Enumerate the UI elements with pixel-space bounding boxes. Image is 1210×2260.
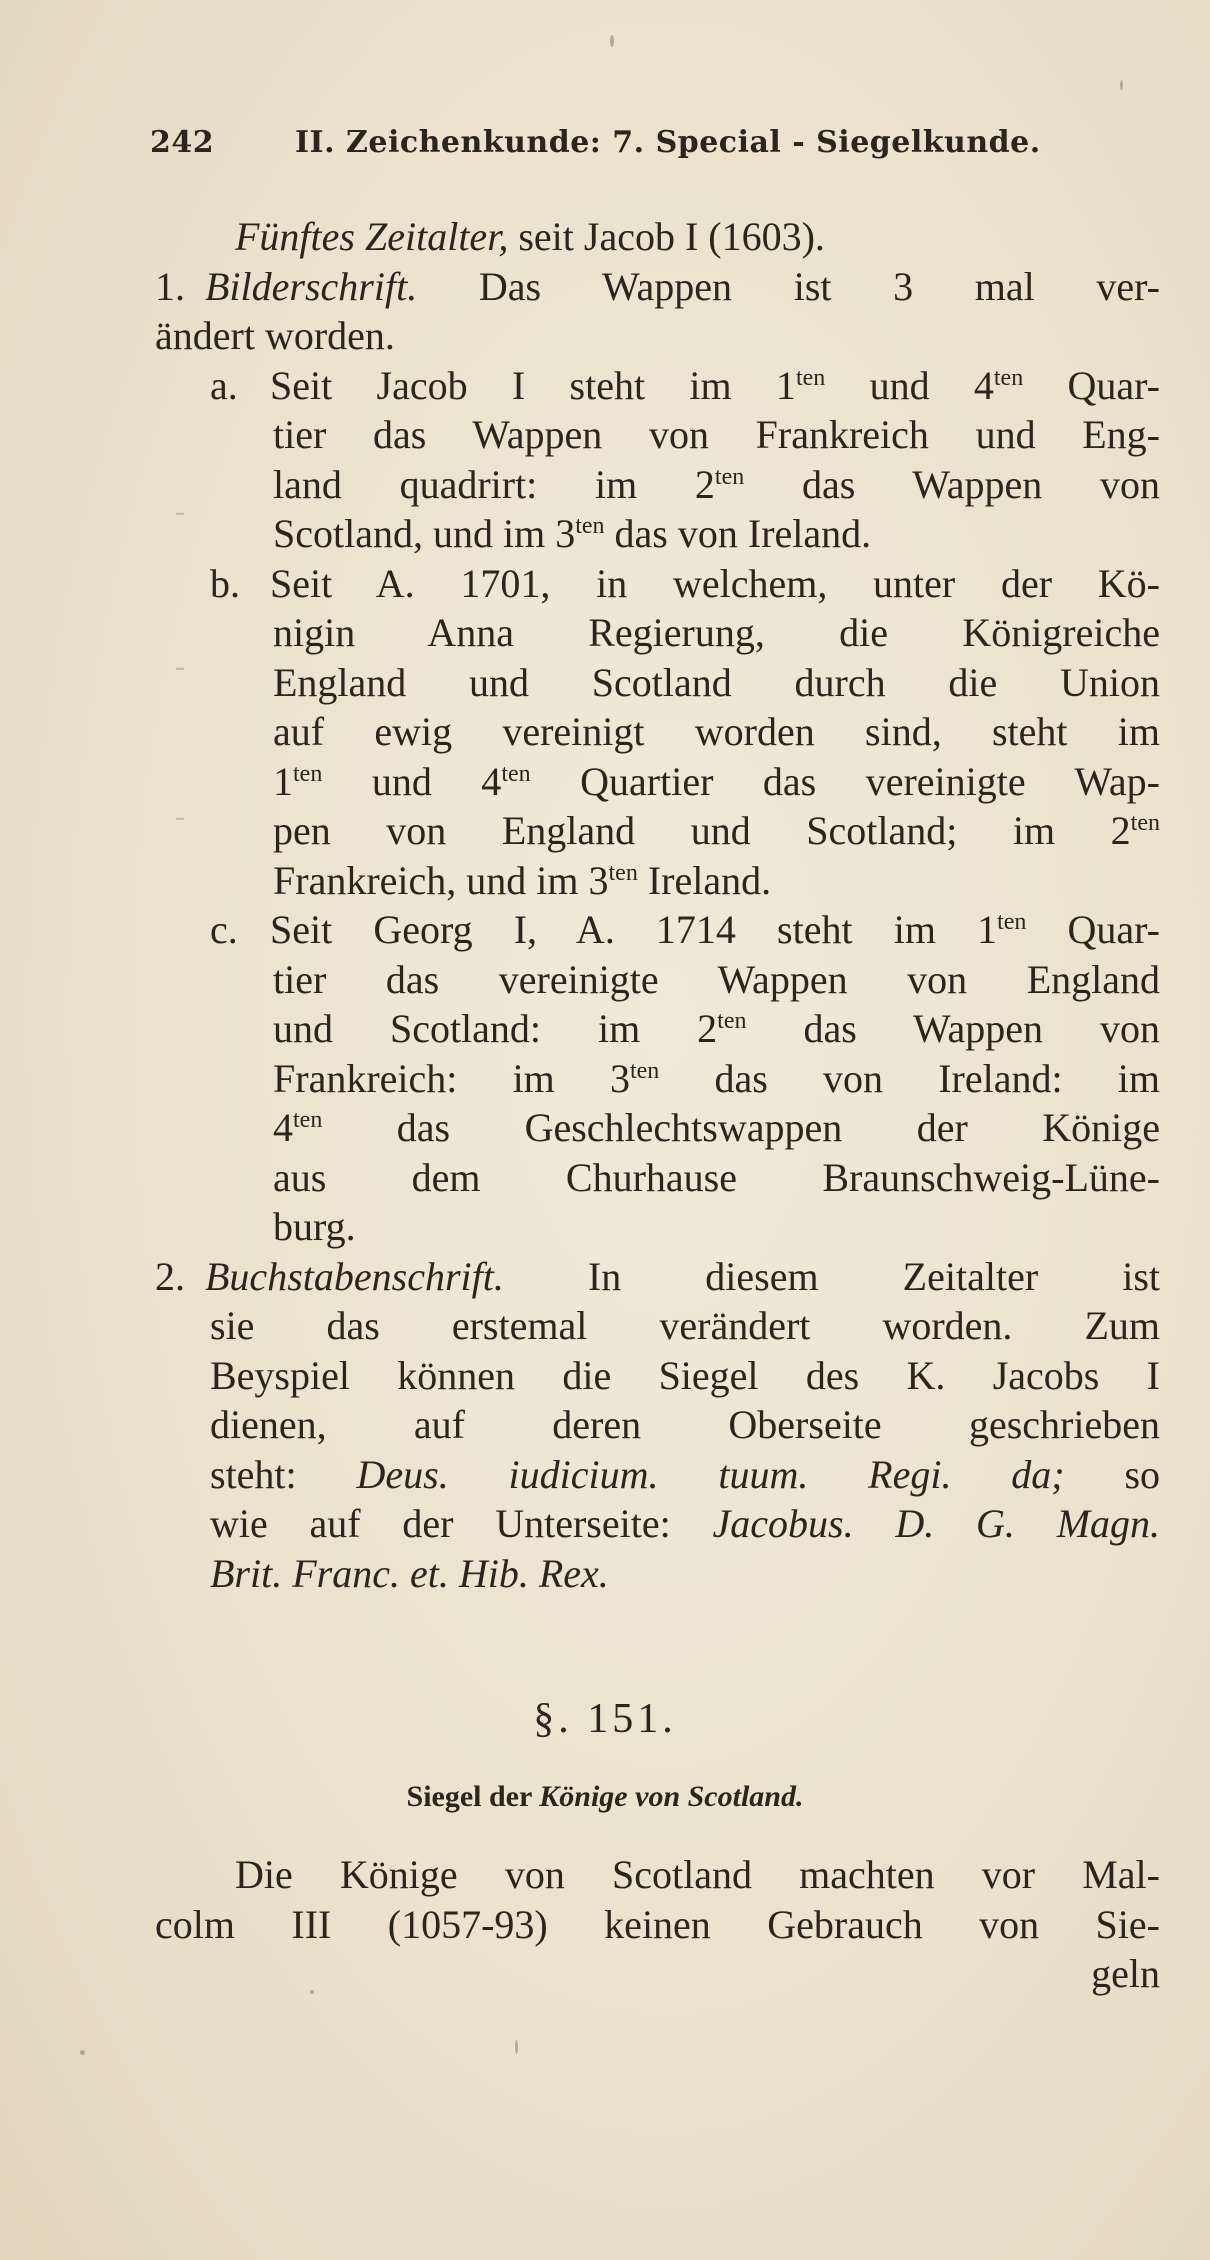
bleed-mark: - (175, 495, 185, 528)
sub-b-line5 (155, 757, 1160, 807)
sub-c-text: tier das vereinigte Wappen von England (273, 956, 1160, 1002)
sub-c-line7 (155, 1202, 1160, 1252)
sub-a-text: Quar- (1023, 362, 1161, 408)
superscript: ten (993, 364, 1024, 391)
seal-inscription-reverse: Jacobus. D. G. Magn. (712, 1501, 1161, 1546)
item2-text: In diesem Zeitalter ist (587, 1253, 1160, 1299)
item2-text: sie das erstemal verändert worden. Zum (210, 1303, 1160, 1348)
item2-text: steht: (210, 1451, 297, 1497)
sub-a-text: und 4 (825, 362, 994, 408)
sub-c-text: das von Ireland: im (659, 1055, 1160, 1101)
sub-c-line1 (155, 905, 1160, 955)
sub-c-text: aus dem Churhause Braunschweig-Lüne- (273, 1154, 1160, 1200)
sub-c-text: burg. (273, 1204, 356, 1249)
final-text: geln (1091, 1951, 1160, 1996)
sub-b-text: pen von England und Scotland; im 2 (273, 808, 1131, 853)
item2-line3 (155, 1351, 1160, 1401)
sub-b-text: England und Scotland durch die Union (273, 659, 1160, 705)
bleed-mark: - (175, 800, 185, 833)
superscript: ten (501, 760, 531, 787)
page-header (150, 125, 1050, 165)
sub-b-line6 (155, 806, 1160, 856)
sub-b-marker: b. (210, 560, 240, 606)
final-line2 (155, 1900, 1160, 1950)
sub-c-text: 4 (273, 1105, 293, 1150)
sub-b-text: Seit A. 1701, in welchem, unter der Kö- (270, 560, 1160, 606)
final-line1 (155, 1850, 1160, 1900)
item2-line4 (155, 1400, 1160, 1450)
sub-b-text: und 4 (322, 758, 502, 804)
item1-number: 1. (155, 263, 185, 309)
section-number: §. 151. (533, 1696, 677, 1742)
paper-speck (80, 2050, 85, 2055)
item2-line6 (155, 1499, 1160, 1549)
sub-b-text: Ireland. (637, 857, 772, 903)
sub-c-line3 (155, 1004, 1160, 1054)
era-date: seit Jacob I (1603). (518, 214, 825, 259)
sub-c-text: Seit Georg I, A. 1714 steht im 1 (270, 907, 998, 952)
final-paragraph (155, 1850, 1160, 1999)
sub-a-text: das Wappen von (744, 461, 1161, 507)
sub-c-marker: c. (210, 907, 238, 952)
sub-c-text: das Geschlechtswappen der Könige (322, 1105, 1160, 1150)
sub-c-text: Frankreich: im 3 (273, 1055, 630, 1101)
sub-a-text: Seit Jacob I steht im 1 (270, 362, 796, 408)
era-title: Fünftes Zeitalter, (235, 214, 509, 259)
superscript: ten (575, 513, 605, 539)
paper-speck (310, 1990, 314, 1994)
item2-text: Beyspiel können die Siegel des K. Jacobs I (210, 1352, 1160, 1398)
item1-text: Das Wappen ist 3 mal ver- (478, 263, 1161, 309)
superscript: ten (714, 463, 745, 490)
final-text: Die Könige von Scotland machten vor Mal- (235, 1852, 1160, 1897)
page-number: 242 (150, 125, 215, 160)
sub-b-line3 (155, 658, 1160, 708)
section-heading-b: Könige von Scotland. (539, 1780, 804, 1813)
sub-b-line2 (155, 608, 1160, 658)
superscript: ten (608, 859, 638, 886)
superscript: ten (629, 1057, 660, 1084)
main-text (155, 212, 1160, 1598)
sub-c-line5 (155, 1103, 1160, 1153)
sub-b-text: nigin Anna Regierung, die Königreiche (273, 610, 1160, 655)
sub-c-text: Quar- (1026, 907, 1160, 952)
section-heading (0, 1780, 1210, 1814)
item1-cont: ändert worden. (155, 313, 395, 358)
section-heading-a: Siegel der (406, 1780, 532, 1813)
sub-a-text: das von Ireland. (604, 511, 872, 556)
item1-line2 (155, 311, 1160, 361)
sub-a-line1 (155, 361, 1160, 411)
sub-b-text: auf ewig vereinigt worden sind, steht im (273, 709, 1160, 754)
item2-text: dienen, auf deren Oberseite geschrieben (210, 1402, 1160, 1447)
superscript: ten (293, 1107, 323, 1133)
sub-a-text: land quadrirt: im 2 (273, 461, 715, 507)
item2-line7 (155, 1549, 1160, 1599)
sub-b-text: 1 (273, 758, 293, 804)
superscript: ten (997, 909, 1027, 935)
item2-line1 (155, 1252, 1160, 1302)
sub-a-text: Scotland, und im 3 (273, 511, 576, 556)
final-text: colm III (1057-93) keinen Gebrauch von Sie- (155, 1901, 1160, 1947)
item2-number: 2. (155, 1253, 185, 1299)
sub-b-line4 (155, 707, 1160, 757)
sub-a-marker: a. (210, 362, 238, 408)
seal-inscription-obverse: Deus. iudicium. tuum. Regi. da; (356, 1451, 1065, 1497)
superscript: ten (293, 760, 323, 787)
sub-c-line6 (155, 1153, 1160, 1203)
sub-b-line7 (155, 856, 1160, 906)
item2-title: Buchstabenschrift. (205, 1253, 504, 1299)
sub-c-line2 (155, 955, 1160, 1005)
sub-c-text: das Wappen von (746, 1006, 1161, 1051)
running-title: II. Zeichenkunde: 7. Special - Siegelkunde. (295, 125, 1041, 160)
era-heading (155, 212, 1160, 262)
final-line3 (155, 1949, 1160, 1999)
sub-a-line4 (155, 509, 1160, 559)
item1-title: Bilderschrift. (205, 263, 418, 309)
item2-text: wie auf der Unterseite: (210, 1501, 671, 1546)
sub-c-text: und Scotland: im 2 (273, 1006, 718, 1051)
paper-speck (1120, 80, 1123, 90)
seal-inscription-reverse: Brit. Franc. et. Hib. Rex. (210, 1550, 609, 1596)
item1-line1 (155, 262, 1160, 312)
sub-a-line3 (155, 460, 1160, 510)
sub-b-line1 (155, 559, 1160, 609)
item2-line5 (155, 1450, 1160, 1500)
paper-speck (610, 35, 614, 47)
superscript: ten (1130, 810, 1160, 836)
paper-speck (515, 2040, 518, 2054)
sub-a-text: tier das Wappen von Frankreich und Eng- (273, 412, 1160, 457)
sub-a-line2 (155, 410, 1160, 460)
sub-b-text: Quartier das vereinigte Wap- (530, 758, 1161, 804)
sub-c-line4 (155, 1054, 1160, 1104)
bleed-mark: - (175, 650, 185, 683)
superscript: ten (795, 364, 826, 391)
item2-text: so (1124, 1451, 1161, 1497)
superscript: ten (717, 1008, 747, 1034)
item2-line2 (155, 1301, 1160, 1351)
sub-b-text: Frankreich, und im 3 (273, 857, 609, 903)
